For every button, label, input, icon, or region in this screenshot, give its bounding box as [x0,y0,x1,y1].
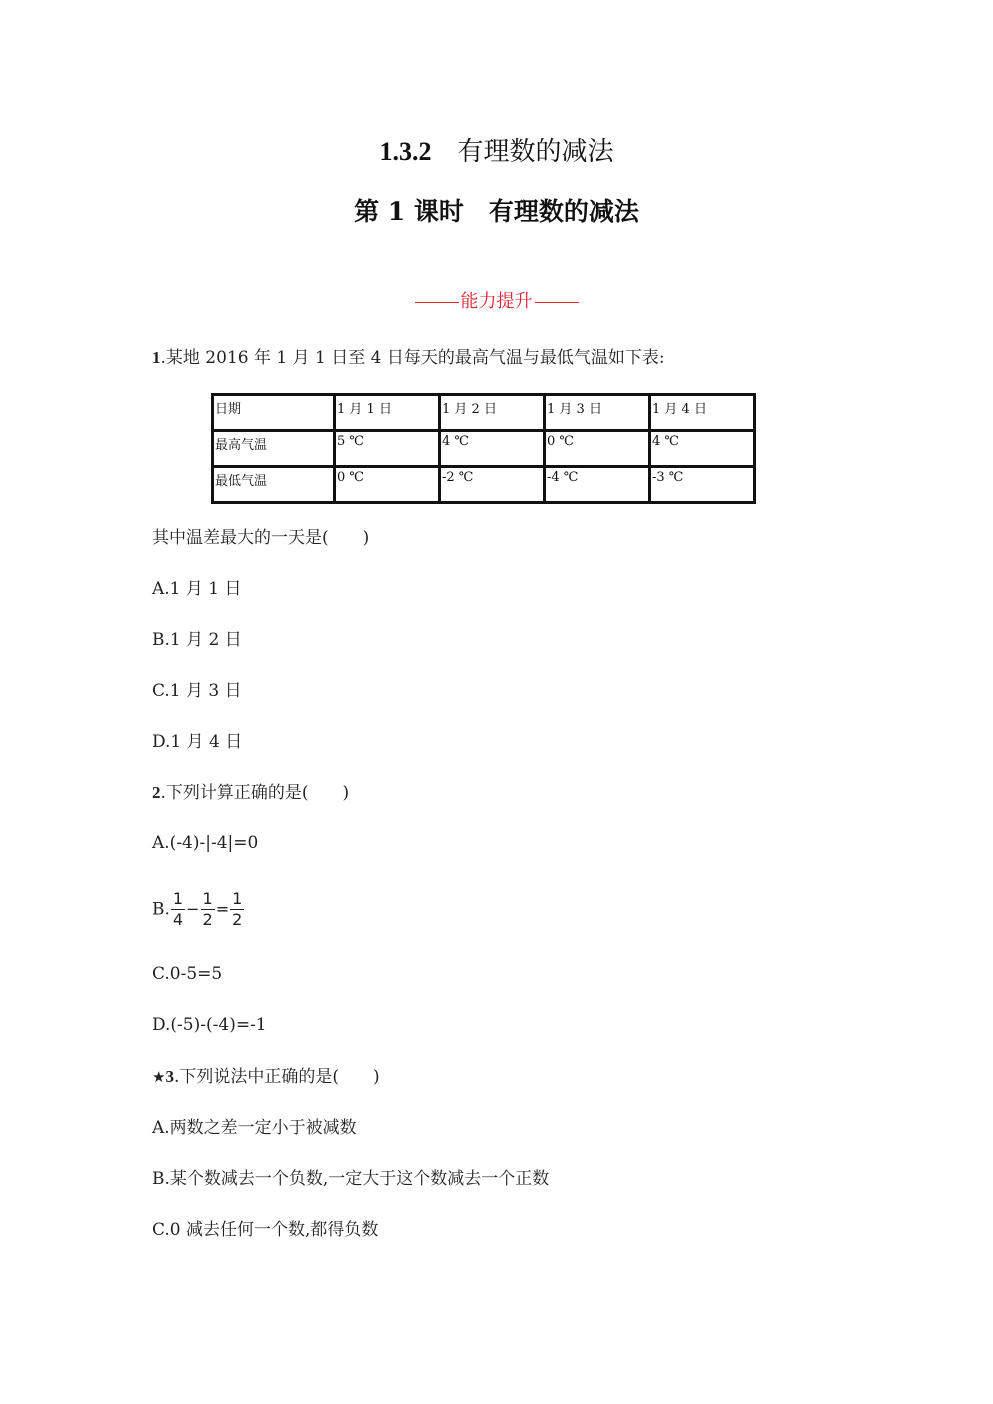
star-icon: ★ [152,1068,166,1086]
question-1-stem [152,345,665,371]
option-b [152,884,245,935]
option-d: D.1 月 4 日 [152,732,243,752]
fraction [201,889,215,930]
fraction [230,889,244,930]
option-c: C.0 减去任何一个数,都得负数 [152,1220,379,1240]
denominator: 2 [202,910,213,929]
table-cell: 1 月 4 日 [650,395,755,431]
table-cell: 1 月 1 日 [335,395,440,431]
section-number: 1.3.2 [379,137,432,166]
section-heading [0,132,993,172]
table-cell: 4 ℃ [440,431,545,467]
option-a: A.(-4)-|-4|=0 [152,833,259,853]
table-cell: 5 ℃ [335,431,440,467]
option-d: D.(-5)-(-4)=-1 [152,1015,267,1035]
question-3-stem [152,1064,380,1090]
minus-sign: − [186,899,200,919]
question-number: 1 [152,348,161,367]
denominator: 4 [172,910,184,929]
option-c: C.1 月 3 日 [152,681,242,701]
section-label-text: 能力提升 [460,291,533,312]
question-number: 3 [165,1067,174,1086]
question-text: .下列说法中正确的是( ) [173,1067,380,1087]
fraction [171,889,185,930]
table-header-row [213,395,755,431]
denominator: 2 [232,910,243,929]
section-title: 有理数的减法 [457,137,614,167]
option-b: B.1 月 2 日 [152,630,242,650]
equals-sign: = [215,899,230,919]
option-label: B. [152,899,170,920]
lesson-title: 第 1 课时 有理数的减法 [354,197,639,226]
table-cell: 最低气温 [213,467,335,503]
table-row [213,467,755,503]
table-cell: -3 ℃ [650,467,755,503]
table-cell: 最高气温 [213,431,335,467]
option-a: A.1 月 1 日 [152,579,242,599]
section-label [0,287,993,317]
right-rule [535,302,579,303]
question-text: .下列计算正确的是( ) [160,783,350,803]
numerator: 1 [232,889,243,908]
option-b: B.某个数减去一个负数,一定大于这个数减去一个正数 [152,1169,550,1189]
question-number: 2 [152,783,161,802]
question-text: .某地 2016 年 1 月 1 日至 4 日每天的最高气温与最低气温如下表: [160,348,665,368]
table-row [213,431,755,467]
question-1-prompt: 其中温差最大的一天是( ) [152,528,370,548]
table-cell: -4 ℃ [545,467,650,503]
numerator: 1 [202,889,213,908]
table-cell: 1 月 2 日 [440,395,545,431]
option-c: C.0-5=5 [152,964,223,984]
table-cell: 0 ℃ [335,467,440,503]
table-cell: -2 ℃ [440,467,545,503]
option-a: A.两数之差一定小于被减数 [152,1118,357,1138]
table-cell: 4 ℃ [650,431,755,467]
question-2-stem [152,780,349,806]
numerator: 1 [172,889,184,908]
table-cell: 1 月 3 日 [545,395,650,431]
table-cell: 日期 [213,395,335,431]
left-rule [415,302,459,303]
table-cell: 0 ℃ [545,431,650,467]
temperature-table [211,393,756,504]
